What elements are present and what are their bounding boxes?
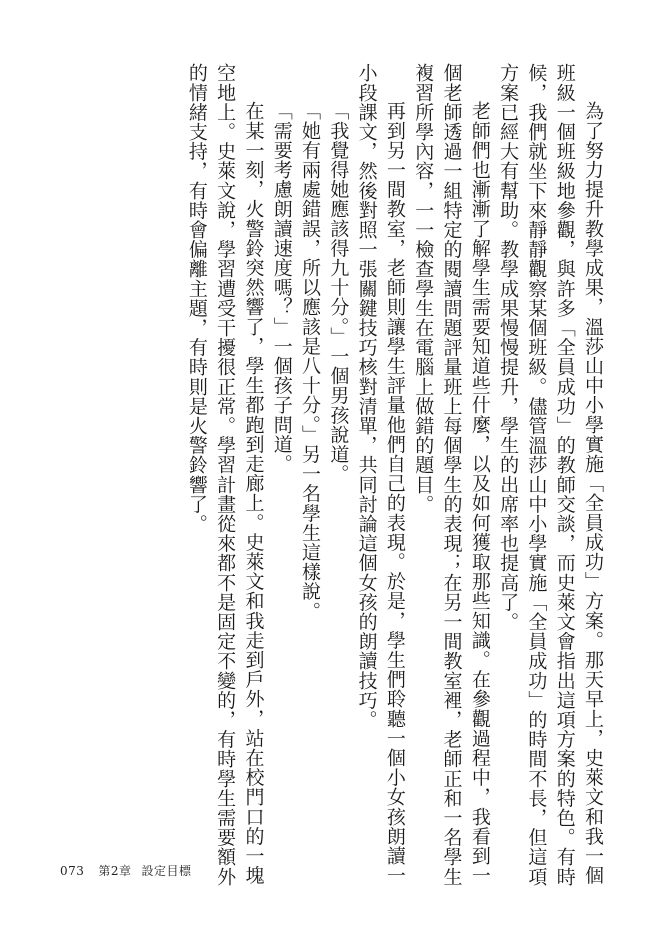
paragraph: 老師們也漸漸了解學生需要知道些什麼，以及如何獲取那些知識。在參觀過程中，我看到一個老師透過一組特定的閱讀問題評量班上每個學生的表現；在另一間教室裡，老師正和一名學生複習所學內容，一一檢查學生在電腦上做錯的題目。 (412, 63, 491, 887)
paragraph: 再到另一間教室，老師則讓學生評量他們自己的表現。於是，學生們聆聽一個小女孩朗讀一小段課文，然後對照一張關鍵技巧核對清單，共同討論這個女孩的朗讀技巧。 (355, 63, 406, 885)
paragraph: 在某一刻，火警鈴突然響了，學生都跑到走廊上。史萊文和我走到戶外，站在校門口的一塊空地上。史萊文說，學習遭受干擾很正常。學習計畫從來都不是固定不變的，有時學生需要額外的情緒支持，有時會偏離主題，有時則是火警鈴響了。 (185, 63, 265, 887)
paragraph: 「需要考慮朗讀速度嗎？」一個孩子問道。 (270, 101, 293, 474)
paragraph: 為了努力提升教學成果，溫莎山中小學實施「全員成功」方案。那天早上，史萊文和我一個班級一個班級地參觀，與許多「全員成功」的教師交談，而史萊文會指出這項方案的特色。有時候，我們就坐下來靜靜觀察某個班級。儘管溫莎山中小學實施「全員成功」的時間不長，但這項方案已經大有幫助。教學成果慢慢提升，學生的出席率也提高了。 (497, 63, 604, 887)
chapter-title: 設定目標 (141, 864, 192, 878)
running-header (98, 862, 191, 879)
page-body-text (50, 63, 607, 896)
page-footer (60, 862, 192, 879)
paragraph: 「她有兩處錯誤，所以應該是八十分。」另一名學生這樣說。 (299, 101, 322, 621)
paragraph: 「我覺得她應該得九十分。」一個男孩說道。 (327, 101, 350, 484)
chapter-label: 第2章 (98, 864, 132, 878)
page-number: 073 (60, 864, 85, 878)
